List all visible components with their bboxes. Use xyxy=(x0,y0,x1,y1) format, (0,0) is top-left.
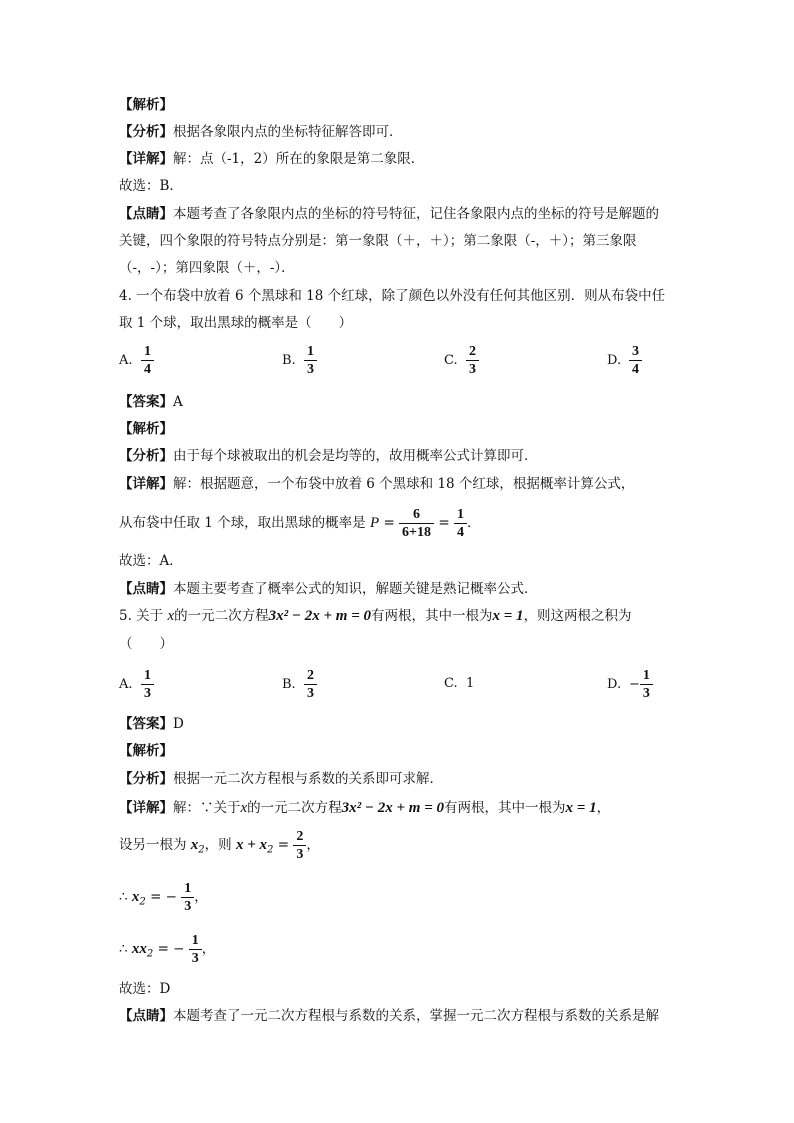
step-fraction xyxy=(181,880,194,915)
fraction-denominator: 3 xyxy=(304,360,317,378)
q5-option-a xyxy=(119,667,154,702)
fraction-denominator: 3 xyxy=(640,684,653,702)
equals-sign: = xyxy=(383,515,395,531)
option-fraction xyxy=(141,343,154,378)
root-value: x = 1 xyxy=(492,608,524,624)
comment-text: 本题考查了一元二次方程根与系数的关系，掌握一元二次方程根与系数的关系是解 xyxy=(173,1008,659,1024)
step-text: ，则 xyxy=(204,837,232,853)
detail-text: 的一元二次方程 xyxy=(247,800,342,816)
period: ． xyxy=(466,515,481,531)
q4-analysis-line xyxy=(119,447,538,465)
q5-comment-line xyxy=(119,1007,659,1025)
fraction-denominator: 4 xyxy=(141,360,154,378)
fraction-numerator: 1 xyxy=(642,668,650,683)
answer-value: D xyxy=(173,716,184,732)
option-fraction xyxy=(640,667,653,702)
comma: ， xyxy=(194,889,208,905)
equals-minus: = − xyxy=(150,889,177,905)
question-4-line-1: 4. 一个布袋中放着 6 个黑球和 18 个红球，除了颜色以外没有任何其他区别．则从布袋中任 xyxy=(119,288,666,304)
fraction-numerator: 3 xyxy=(632,344,639,359)
question-4-line-2: 取 1 个球，取出黑球的概率是（ ） xyxy=(119,315,353,331)
analysis-tag: 【分析】 xyxy=(119,124,173,140)
fraction-denominator: 4 xyxy=(454,523,467,541)
comma: ， xyxy=(201,941,216,957)
fraction-numerator: 2 xyxy=(307,668,314,683)
analysis-text: 根据一元二次方程根与系数的关系即可求解． xyxy=(173,771,443,787)
q4-choice-line: 故选：A． xyxy=(119,553,183,569)
subscript: 2 xyxy=(198,844,205,856)
q5-step-2 xyxy=(119,878,208,922)
fraction-numerator: 1 xyxy=(191,933,199,948)
equation: 3x² − 2x + m = 0 xyxy=(268,608,371,624)
analysis-line xyxy=(119,123,403,141)
probability-symbol: P xyxy=(369,515,380,531)
q4-comment-line xyxy=(119,580,538,598)
detail-tag: 【详解】 xyxy=(119,151,173,167)
analysis-text: 根据各象限内点的坐标特征解答即可． xyxy=(173,124,403,140)
comment-tag: 【点睛】 xyxy=(119,206,173,222)
analysis-tag: 【分析】 xyxy=(119,771,173,787)
fraction-numerator: 2 xyxy=(469,344,476,359)
answer-tag: 【答案】 xyxy=(119,716,173,732)
equals-minus: = − xyxy=(157,941,185,957)
option-letter: D. xyxy=(607,677,622,692)
step-text: 设另一根为 xyxy=(119,837,187,853)
variable-x: x xyxy=(240,800,248,816)
option-fraction xyxy=(304,667,317,702)
q4-option-d xyxy=(607,343,642,378)
step-lhs: xx xyxy=(131,941,147,957)
equals-sign: = xyxy=(277,837,290,853)
equation: 3x² − 2x + m = 0 xyxy=(341,800,445,816)
option-letter: B. xyxy=(282,353,296,368)
comment-line-3: （-，-）；第四象限（＋，-）． xyxy=(119,260,295,276)
q5-section-heading-analysis: 【解析】 xyxy=(119,743,173,759)
q5-analysis-line xyxy=(119,770,443,788)
q5-detail-line xyxy=(119,799,610,817)
equals-sign: = xyxy=(438,515,450,531)
q5-step-3 xyxy=(119,930,215,974)
option-letter: C. xyxy=(444,676,458,691)
q5-choice-line: 故选：D xyxy=(119,981,171,997)
step-lhs: x + x xyxy=(235,837,268,853)
option-letter: B. xyxy=(282,677,296,692)
q5-text: 有两根，其中一根为 xyxy=(371,608,493,624)
fraction-numerator: 1 xyxy=(144,344,151,359)
step-fraction xyxy=(293,828,306,863)
detail-text: ， xyxy=(596,800,611,816)
question-5-line-1 xyxy=(119,607,632,625)
option-fraction xyxy=(141,667,154,702)
comment-tag: 【点睛】 xyxy=(119,1008,173,1024)
section-heading-analysis: 【解析】 xyxy=(119,97,173,113)
therefore-symbol: ∴ xyxy=(119,889,128,905)
fraction-denominator: 3 xyxy=(189,949,202,967)
step-lhs: x xyxy=(131,889,140,905)
q5-text: 的一元二次方程 xyxy=(174,608,269,624)
detail-text: 解：点（-1，2）所在的象限是第二象限． xyxy=(173,151,425,167)
q5-option-c xyxy=(444,676,474,691)
option-fraction xyxy=(304,343,317,378)
step-fraction xyxy=(189,932,202,967)
subscript: 2 xyxy=(146,948,154,960)
comment-tag: 【点睛】 xyxy=(119,581,173,597)
formula-prefix: 从布袋中任取 1 个球，取出黑球的概率是 xyxy=(119,515,366,531)
subscript: 2 xyxy=(267,844,274,856)
q5-prefix: 5. 关于 xyxy=(119,608,164,624)
detail-tag: 【详解】 xyxy=(119,800,173,816)
fraction-denominator: 3 xyxy=(304,684,317,702)
detail-text: 解：根据题意，一个布袋中放着 6 个黑球和 18 个红球，根据概率计算公式， xyxy=(173,476,635,492)
question-5-line-2: （ ） xyxy=(119,636,173,652)
fraction-denominator: 3 xyxy=(141,684,154,702)
q5-text: ，则这两根之积为 xyxy=(523,608,632,624)
q5-option-d xyxy=(607,667,653,702)
q4-option-a xyxy=(119,343,154,378)
subscript: 2 xyxy=(139,896,146,908)
fraction-denominator: 3 xyxy=(466,360,479,378)
analysis-text: 由于每个球被取出的机会是均等的，故用概率公式计算即可． xyxy=(173,448,538,464)
therefore-symbol: ∴ xyxy=(119,941,128,957)
minus-sign: − xyxy=(629,677,640,692)
answer-tag: 【答案】 xyxy=(119,394,173,410)
root-value: x = 1 xyxy=(565,800,597,816)
comma: ， xyxy=(306,837,320,853)
q4-formula-line xyxy=(119,504,480,542)
fraction-numerator: 1 xyxy=(307,344,314,359)
option-letter: C. xyxy=(444,353,458,368)
fraction-numerator: 1 xyxy=(184,881,192,896)
comment-text: 本题考查了各象限内点的坐标的符号特征，记住各象限内点的坐标的符号是解题的 xyxy=(173,206,659,222)
option-letter: A. xyxy=(119,353,133,368)
option-letter: A. xyxy=(119,677,133,692)
option-value: 1 xyxy=(466,676,475,691)
fraction-denominator: 3 xyxy=(181,897,194,915)
choice-line: 故选：B． xyxy=(119,178,183,194)
fraction-denominator: 4 xyxy=(629,360,642,378)
comment-text: 本题主要考查了概率公式的知识，解题关键是熟记概率公式． xyxy=(173,581,538,597)
option-letter: D. xyxy=(607,353,622,368)
fraction-numerator: 1 xyxy=(456,507,464,522)
variable-x2: x xyxy=(190,837,199,853)
q4-option-b xyxy=(282,343,317,378)
result-fraction xyxy=(454,506,467,541)
fraction-denominator: 3 xyxy=(293,845,306,863)
detail-text: 解：∵关于 xyxy=(173,800,241,816)
q5-step-1 xyxy=(119,826,320,870)
detail-text: 有两根，其中一根为 xyxy=(444,800,566,816)
option-fraction xyxy=(629,343,642,378)
comment-line-2: 关键，四个象限的符号特点分别是：第一象限（＋，＋）；第二象限（-，＋）；第三象限 xyxy=(119,233,637,249)
fraction-numerator: 6 xyxy=(413,507,421,522)
answer-value: A xyxy=(173,394,183,410)
comment-line-1 xyxy=(119,205,659,223)
q5-option-b xyxy=(282,667,317,702)
probability-fraction xyxy=(399,506,434,541)
detail-tag: 【详解】 xyxy=(119,476,173,492)
analysis-tag: 【分析】 xyxy=(119,448,173,464)
option-fraction xyxy=(466,343,479,378)
q4-detail-line xyxy=(119,475,634,493)
fraction-numerator: 1 xyxy=(144,668,151,683)
q4-option-c xyxy=(444,343,479,378)
q4-section-heading-analysis: 【解析】 xyxy=(119,421,173,437)
fraction-numerator: 2 xyxy=(296,829,304,844)
fraction-denominator: 6+18 xyxy=(399,523,434,541)
q5-answer-line xyxy=(119,715,184,733)
variable-x: x xyxy=(167,608,175,624)
q4-answer-line xyxy=(119,393,183,411)
detail-line xyxy=(119,150,424,168)
